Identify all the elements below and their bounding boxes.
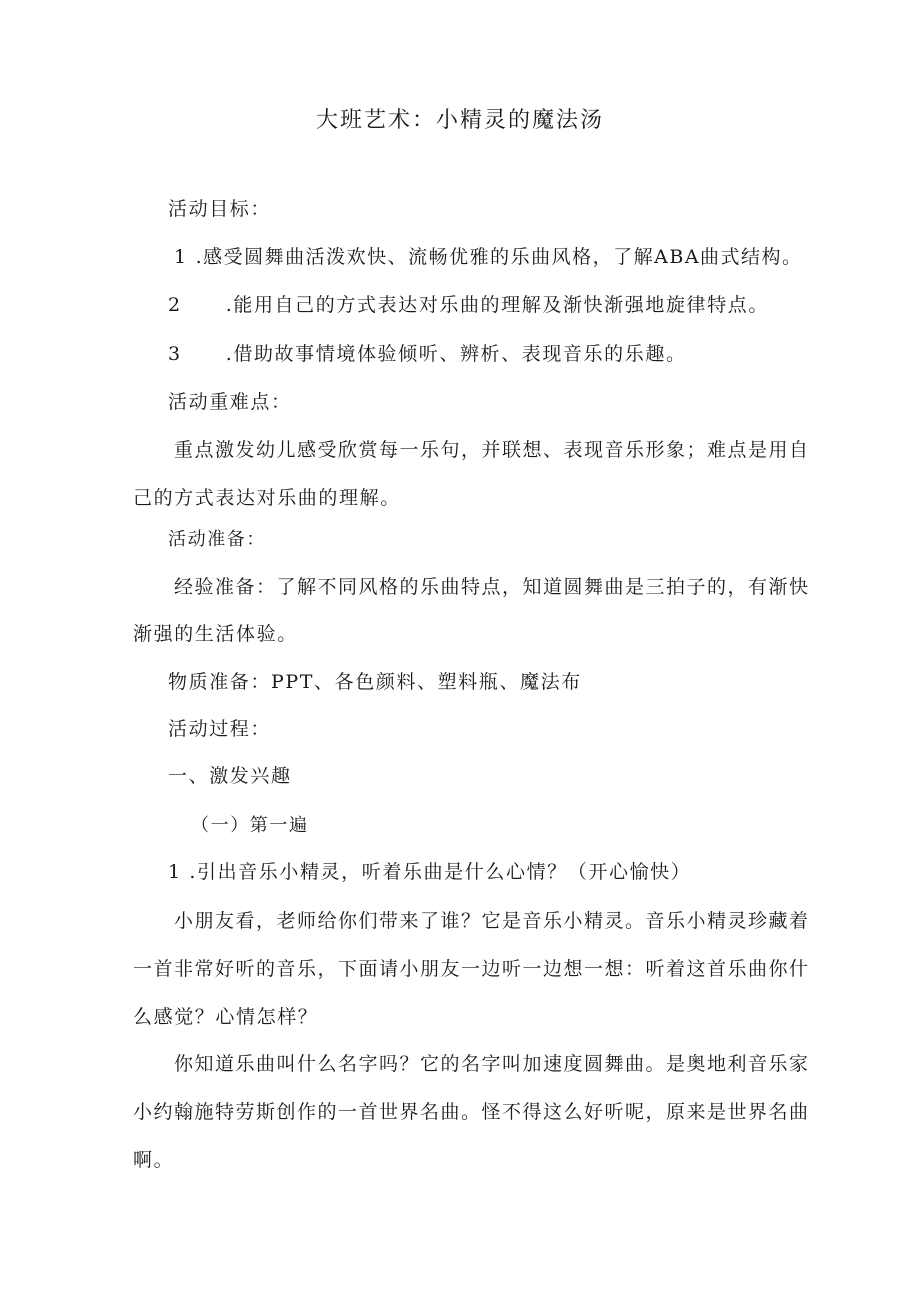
paragraph-1-line-3: 么感觉？心情怎样？ (133, 1006, 319, 1028)
key-points-heading: 活动重难点： (168, 391, 292, 413)
prep-experience-line-2: 渐强的生活体验。 (133, 623, 298, 645)
goal-3 (168, 345, 687, 364)
paragraph-1-line-1: 小朋友看，老师给你们带来了谁？它是音乐小精灵。音乐小精灵珍藏着 (174, 910, 810, 932)
step-1: 1 .引出音乐小精灵，听着乐曲是什么心情？（开心愉快） (168, 861, 692, 883)
goal-2-number: 2 (168, 294, 182, 316)
prep-materials: 物质准备：PPT、各色颜料、塑料瓶、魔法布 (168, 671, 582, 693)
paragraph-2-line-2: 小约翰施特劳斯创作的一首世界名曲。怪不得这么好听呢，原来是世界名曲 (133, 1101, 810, 1123)
sub-1-heading: （一）第一遍 (191, 815, 309, 836)
document-title: 大班艺术：小精灵的魔法汤 (315, 108, 604, 133)
paragraph-2-line-3: 啊。 (133, 1149, 175, 1171)
goal-2 (168, 296, 769, 315)
paragraph-1-line-2: 一首非常好听的音乐，下面请小朋友一边听一边想一想：听着这首乐曲你什 (133, 958, 810, 980)
key-points-line-2: 己的方式表达对乐曲的理解。 (133, 487, 401, 509)
goal-1-text: .感受圆舞曲活泼欢快、流畅优雅的乐曲风格，了解ABA曲式结构。 (195, 246, 803, 268)
goal-1-number: 1 (174, 246, 188, 268)
goals-heading: 活动目标： (168, 198, 272, 220)
goal-3-number: 3 (168, 343, 182, 365)
goal-1 (174, 248, 803, 267)
goal-3-text: .借助故事情境体验倾听、辨析、表现音乐的乐趣。 (225, 343, 687, 365)
prep-experience-line-1: 经验准备：了解不同风格的乐曲特点，知道圆舞曲是三拍子的，有渐快 (174, 576, 810, 598)
part-1-heading: 一、激发兴趣 (168, 765, 292, 787)
goal-2-text: .能用自己的方式表达对乐曲的理解及渐快渐强地旋律特点。 (225, 294, 769, 316)
paragraph-2-line-1: 你知道乐曲叫什么名字吗？它的名字叫加速度圆舞曲。是奥地利音乐家 (174, 1053, 810, 1075)
key-points-line-1: 重点激发幼儿感受欣赏每一乐句，并联想、表现音乐形象；难点是用自 (174, 439, 810, 461)
process-heading: 活动过程： (168, 718, 272, 740)
prep-heading: 活动准备： (168, 529, 266, 550)
